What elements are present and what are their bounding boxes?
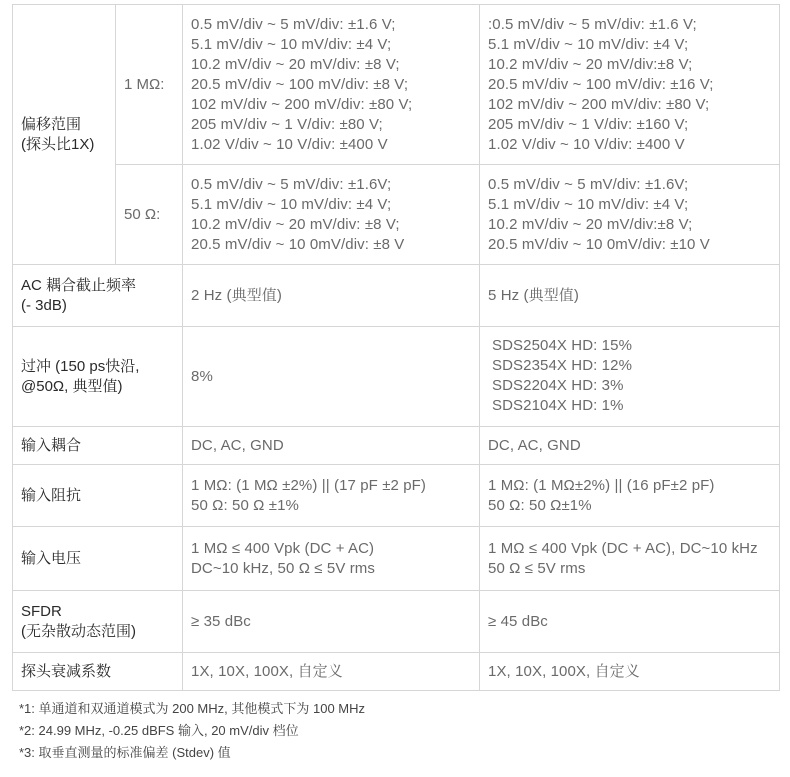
offset-50ohm-col2 [480, 165, 780, 265]
offset-range-label-line-1: 偏移范围 [21, 115, 82, 133]
table-row-impedance [13, 465, 780, 527]
cell-line: DC~10 kHz, 50 Ω ≤ 5V rms [191, 559, 375, 577]
cell-line: 5.1 mV/div ~ 10 mV/div: ±4 V; [191, 195, 392, 213]
impedance-col2 [480, 465, 780, 527]
cell-line: 20.5 mV/div ~ 100 mV/div: ±16 V; [488, 75, 714, 93]
cell-line: 205 mV/div ~ 1 V/div: ±160 V; [488, 115, 689, 133]
probe-col1 [183, 653, 480, 691]
cell-line: 20.5 mV/div ~ 100 mV/div: ±8 V; [191, 75, 409, 93]
probe-col2 [480, 653, 780, 691]
cell-line: SDS2104X HD: 1% [492, 397, 624, 414]
sfdr-col1 [183, 591, 480, 653]
spec-table [12, 4, 780, 691]
footnote-3: *3: 取垂直测量的标准偏差 (Stdev) 值 [19, 745, 231, 760]
label-line: AC 耦合截止频率 [21, 276, 137, 294]
label-line: SFDR [21, 602, 62, 620]
cell-line: ≥ 45 dBc [488, 612, 548, 630]
label-line: 输入电压 [21, 549, 82, 567]
coupling-col2 [480, 427, 780, 465]
cell-line: :0.5 mV/div ~ 5 mV/div: ±1.6 V; [488, 15, 697, 33]
cell-line: 10.2 mV/div ~ 20 mV/div: ±8 V; [191, 55, 400, 73]
voltage-col2 [480, 527, 780, 591]
sfdr-col2 [480, 591, 780, 653]
cell-line: 1 MΩ: (1 MΩ ±2%) || (17 pF ±2 pF) [191, 476, 427, 494]
table-row-offset-50ohm [13, 165, 780, 265]
table-row-overshoot [13, 327, 780, 427]
cell-line: DC, AC, GND [191, 436, 284, 454]
cell-line: 1 MΩ: (1 MΩ±2%) || (16 pF±2 pF) [488, 476, 715, 494]
probe-label [13, 653, 183, 691]
cell-line: 1X, 10X, 100X, 自定义 [488, 662, 640, 680]
table-row-offset-1mohm [13, 5, 780, 165]
label-line: (- 3dB) [21, 296, 67, 314]
cell-line: 1.02 V/div ~ 10 V/div: ±400 V [191, 135, 388, 153]
cell-line: 10.2 mV/div ~ 20 mV/div:±8 V; [488, 215, 693, 233]
offset-range-label [13, 5, 116, 265]
cell-line: 1X, 10X, 100X, 自定义 [191, 662, 343, 680]
cell-line: ≥ 35 dBc [191, 612, 251, 630]
table-row-ac-cutoff [13, 265, 780, 327]
label-line: 探头衰减系数 [21, 662, 112, 680]
table-row-sfdr [13, 591, 780, 653]
label-line: 输入阻抗 [21, 486, 82, 504]
cell-line: SDS2354X HD: 12% [492, 357, 633, 374]
label-line: @50Ω, 典型值) [21, 377, 123, 395]
cell-line: DC, AC, GND [488, 436, 581, 454]
coupling-label [13, 427, 183, 465]
cell-line: 50 Ω ≤ 5V rms [488, 559, 586, 577]
cell-line: 0.5 mV/div ~ 5 mV/div: ±1.6V; [191, 175, 392, 193]
cell-line: 50 Ω: 50 Ω ±1% [191, 496, 299, 514]
offset-1mohm-col2 [480, 5, 780, 165]
cell-line: 5.1 mV/div ~ 10 mV/div: ±4 V; [488, 195, 689, 213]
table-row-probe [13, 653, 780, 691]
impedance-col1 [183, 465, 480, 527]
cell-line: 102 mV/div ~ 200 mV/div: ±80 V; [191, 95, 413, 113]
label-line: 输入耦合 [21, 436, 82, 454]
cell-line: 102 mV/div ~ 200 mV/div: ±80 V; [488, 95, 710, 113]
cell-line: 10.2 mV/div ~ 20 mV/div: ±8 V; [191, 215, 400, 233]
cell-line: SDS2504X HD: 15% [492, 337, 633, 354]
sfdr-label [13, 591, 183, 653]
cell-line: 5 Hz (典型值) [488, 286, 580, 304]
cell-line: 2 Hz (典型值) [191, 286, 283, 304]
offset-sub-label-1mohm: 1 MΩ: [116, 5, 183, 165]
cell-line: 5.1 mV/div ~ 10 mV/div: ±4 V; [191, 35, 392, 53]
table-row-coupling [13, 427, 780, 465]
cell-line: 0.5 mV/div ~ 5 mV/div: ±1.6 V; [191, 15, 396, 33]
cell-line: 50 Ω: 50 Ω±1% [488, 496, 592, 514]
offset-range-label-line-2: (探头比1X) [21, 135, 95, 153]
cell-line: 1 MΩ ≤ 400 Vpk (DC + AC) [191, 539, 375, 557]
cell-line: 205 mV/div ~ 1 V/div: ±80 V; [191, 115, 383, 133]
footnote-1: *1: 单通道和双通道模式为 200 MHz, 其他模式下为 100 MHz [19, 701, 365, 716]
ac-cutoff-label [13, 265, 183, 327]
impedance-label [13, 465, 183, 527]
cell-line: 1.02 V/div ~ 10 V/div: ±400 V [488, 135, 685, 153]
voltage-col1 [183, 527, 480, 591]
voltage-label [13, 527, 183, 591]
cell-line: 10.2 mV/div ~ 20 mV/div:±8 V; [488, 55, 693, 73]
label-line: (无杂散动态范围) [21, 622, 136, 640]
label-line: 过冲 (150 ps快沿, [21, 357, 140, 375]
cell-line: 20.5 mV/div ~ 10 0mV/div: ±10 V [488, 235, 710, 253]
cell-line: 1 MΩ ≤ 400 Vpk (DC + AC), DC~10 kHz [488, 539, 758, 557]
offset-sub-label-50ohm: 50 Ω: [116, 165, 183, 265]
offset-50ohm-col1 [183, 165, 480, 265]
overshoot-col1 [183, 327, 480, 427]
cell-line: 20.5 mV/div ~ 10 0mV/div: ±8 V [191, 235, 405, 253]
ac-cutoff-col1 [183, 265, 480, 327]
footnotes [19, 698, 365, 764]
cell-line: 8% [191, 367, 213, 385]
overshoot-label [13, 327, 183, 427]
overshoot-col2 [480, 327, 780, 427]
cell-line: 0.5 mV/div ~ 5 mV/div: ±1.6V; [488, 175, 689, 193]
ac-cutoff-col2 [480, 265, 780, 327]
offset-1mohm-col1 [183, 5, 480, 165]
cell-line: 5.1 mV/div ~ 10 mV/div: ±4 V; [488, 35, 689, 53]
coupling-col1 [183, 427, 480, 465]
cell-line: SDS2204X HD: 3% [492, 377, 624, 394]
footnote-2: *2: 24.99 MHz, -0.25 dBFS 输入, 20 mV/div 档位 [19, 723, 299, 738]
table-row-voltage [13, 527, 780, 591]
